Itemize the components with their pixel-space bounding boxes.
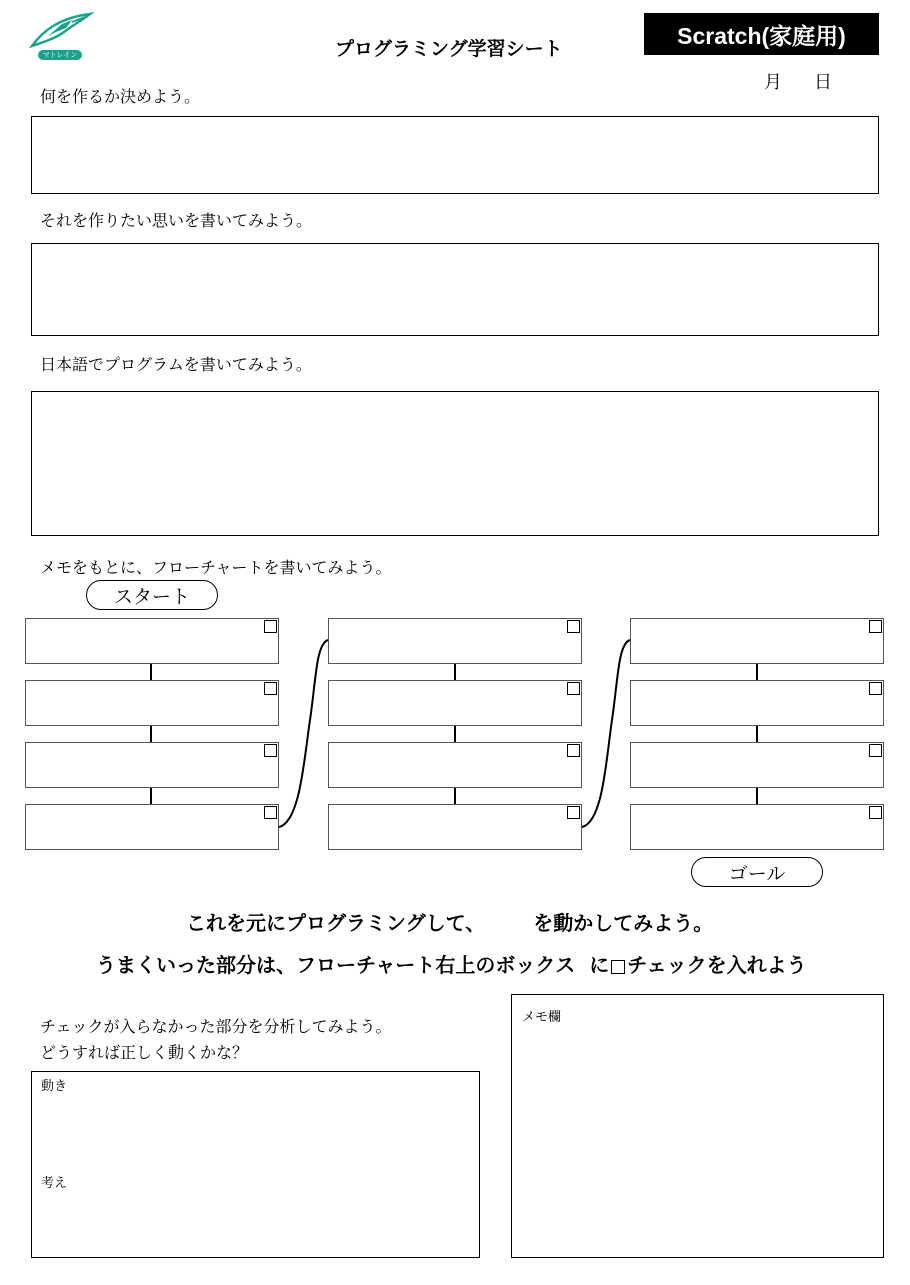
thought-label: 考え — [41, 1176, 68, 1191]
analysis-prompt-2: どうすれば正しく動くかな？ — [40, 1043, 249, 1062]
start-label: スタート — [113, 585, 190, 608]
goal-terminal — [691, 857, 823, 887]
page-title: プログラミング学習シート — [335, 38, 563, 60]
month-label: 月 — [764, 72, 782, 93]
instruction-2c: チェックを入れよう — [627, 953, 807, 977]
instruction-line-1 — [186, 907, 713, 936]
logo-text: マトレイン — [42, 51, 78, 59]
instruction-2b: に — [589, 953, 610, 977]
instruction-line-2 — [96, 949, 807, 978]
instruction-1b: を動かしてみよう。 — [533, 911, 714, 935]
movement-label: 動き — [41, 1079, 68, 1094]
instruction-2a: うまくいった部分は、フローチャート右上のボックス — [96, 953, 576, 977]
program-japanese-label: 日本語でプログラムを書いてみよう。 — [40, 355, 312, 374]
memo-label: メモ欄 — [522, 1010, 562, 1025]
what-to-make-label: 何を作るか決めよう。 — [40, 87, 201, 106]
check-box-icon — [611, 960, 625, 974]
analysis-prompt-1: チェックが入らなかった部分を分析してみよう。 — [40, 1017, 392, 1036]
flowchart-prompt-label: メモをもとに、フローチャートを書いてみよう。 — [40, 558, 392, 577]
goal-label: ゴール — [728, 862, 786, 885]
day-label: 日 — [814, 72, 832, 93]
connector-curve — [582, 640, 630, 827]
scratch-badge: Scratch(家庭用) — [644, 13, 879, 55]
why-make-label: それを作りたい思いを書いてみよう。 — [40, 211, 313, 230]
instruction-1a: これを元にプログラミングして、 — [186, 911, 486, 935]
analysis-box[interactable] — [31, 1071, 480, 1258]
connector-curve — [279, 640, 328, 827]
memo-box[interactable] — [511, 994, 884, 1258]
